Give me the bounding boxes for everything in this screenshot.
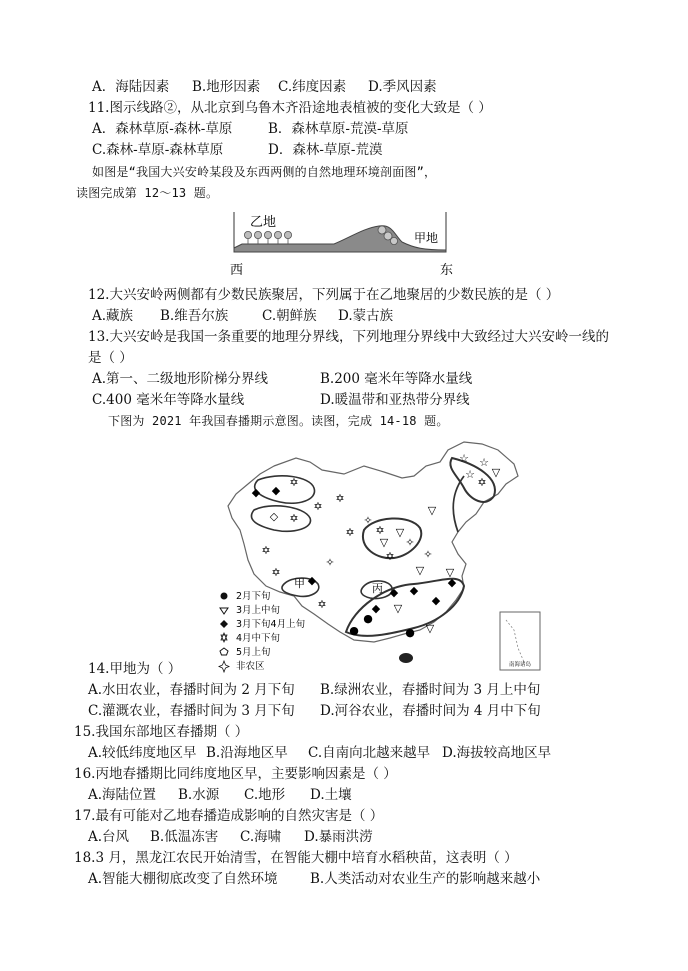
- svg-text:✧: ✧: [363, 514, 373, 527]
- svg-text:✡: ✡: [261, 544, 271, 557]
- svg-text:◆: ◆: [431, 594, 441, 607]
- q15-option-b: B.沿海地区早: [206, 745, 288, 761]
- q11-stem: 11.图示线路②，从北京到乌鲁木齐沿途地表植被的变化大致是（ ）: [88, 100, 492, 116]
- legend-item-3: 4月中下旬: [236, 633, 281, 644]
- profile-label-yi: 乙地: [250, 215, 277, 230]
- q17-option-b: B.低温冻害: [150, 829, 219, 845]
- svg-text:✧: ✧: [325, 556, 335, 569]
- svg-text:●: ●: [349, 624, 359, 637]
- q10-option-c: C.纬度因素: [278, 79, 347, 95]
- svg-text:▽: ▽: [393, 602, 403, 615]
- svg-text:▽: ▽: [491, 466, 501, 479]
- svg-text:✡: ✡: [385, 550, 395, 563]
- intro-14-18: 下图为 2021 年我国春播期示意图。读图，完成 14-18 题。: [108, 414, 449, 428]
- svg-text:▽: ▽: [427, 504, 437, 517]
- q15-option-c: C.自南向北越来越早: [308, 745, 431, 761]
- svg-text:◆: ◆: [447, 576, 457, 589]
- svg-text:▽: ▽: [425, 622, 435, 635]
- q11-option-b: B．森林草原-荒漠-草原: [268, 121, 409, 137]
- svg-text:▽: ▽: [395, 526, 405, 539]
- svg-text:◆: ◆: [389, 586, 399, 599]
- svg-text:☆: ☆: [479, 456, 489, 469]
- svg-text:✡: ✡: [477, 476, 487, 489]
- q17-option-d: D.暴雨洪涝: [304, 829, 373, 845]
- q16-option-d: D.土壤: [310, 787, 352, 803]
- profile-diagram: [224, 208, 454, 280]
- q13-option-a: A.第一、二级地形阶梯分界线: [92, 371, 269, 387]
- svg-text:✡: ✡: [345, 526, 355, 539]
- q12-option-b: B.维吾尔族: [160, 308, 229, 324]
- q13-option-b: B.200 毫米年等降水量线: [320, 371, 473, 387]
- svg-text:◇: ◇: [269, 510, 279, 523]
- q14-option-a: A.水田农业，春播时间为 2 月下旬: [88, 682, 295, 698]
- legend-item-1: 3月上中旬: [236, 605, 281, 616]
- zone-boundary-xinjiang-north: [255, 476, 315, 503]
- legend-item-5: 非农区: [236, 661, 265, 672]
- q16-stem: 16.丙地春播期比同纬度地区早，主要影响因素是（ ）: [74, 766, 397, 782]
- q16-option-a: A.海陆位置: [88, 787, 157, 803]
- hainan-island: [399, 653, 413, 663]
- svg-text:◆: ◆: [371, 602, 381, 615]
- q13-option-c: C.400 毫米年等降水量线: [92, 392, 245, 408]
- q17-option-c: C.海啸: [240, 829, 282, 845]
- map-label-jia: 甲: [294, 577, 305, 590]
- tree-icons-west: [244, 231, 291, 244]
- q11-option-d: D．森林-草原-荒漠: [268, 142, 383, 158]
- svg-text:▽: ▽: [415, 564, 425, 577]
- q12-option-a: A.藏族: [92, 308, 134, 324]
- svg-text:☆: ☆: [465, 468, 475, 481]
- svg-text:◆: ◆: [409, 584, 419, 597]
- svg-text:✡: ✡: [271, 566, 281, 579]
- q15-stem: 15.我国东部地区春播期（ ）: [74, 724, 249, 740]
- svg-text:✡: ✡: [289, 476, 299, 489]
- q10-option-b: B.地形因素: [192, 79, 261, 95]
- svg-text:✧: ✧: [405, 536, 415, 549]
- q18-option-a: A.智能大棚彻底改变了自然环境: [88, 871, 278, 887]
- zone-boundary-xinjiang-south: [251, 506, 310, 531]
- legend-item-4: 5月上旬: [236, 647, 271, 658]
- svg-text:✡: ✡: [313, 500, 323, 513]
- svg-text:◆: ◆: [271, 484, 281, 497]
- q10-option-a: A．海陆因素: [92, 79, 170, 95]
- svg-text:▽: ▽: [445, 566, 455, 579]
- q14-option-d: D.河谷农业，春播时间为 4 月中下旬: [320, 703, 541, 719]
- map-legend: [219, 590, 305, 672]
- q18-stem: 18.3 月，黑龙江农民开始清雪，在智能大棚中培育水稻秧苗，这表明（ ）: [74, 850, 518, 866]
- intro-12-13-line1: 如图是“我国大兴安岭某段及东西两侧的自然地理环境剖面图”，: [92, 165, 437, 179]
- legend-item-0: 2月下旬: [236, 591, 271, 602]
- inset-label: 南海诸岛: [508, 662, 532, 668]
- q10-option-d: D.季风因素: [368, 79, 437, 95]
- profile-label-east: 东: [440, 263, 454, 278]
- map-label-bing: 丙: [372, 582, 383, 595]
- svg-text:✧: ✧: [423, 548, 433, 561]
- svg-text:✡: ✡: [289, 512, 299, 525]
- intro-12-13-line2: 读图完成第 12～13 题。: [76, 186, 219, 200]
- q12-option-d: D.蒙古族: [338, 308, 394, 324]
- svg-text:◆: ◆: [307, 574, 317, 587]
- q15-option-a: A.较低纬度地区早: [88, 745, 197, 761]
- q14-stem: 14.甲地为（ ）: [88, 661, 182, 677]
- svg-text:◆: ◆: [251, 486, 261, 499]
- svg-text:●: ●: [363, 612, 373, 625]
- q14-option-c: C.灌溉农业，春播时间为 3 月下旬: [88, 703, 295, 719]
- q13-stem-line2: 是（ ）: [88, 350, 133, 366]
- q11-option-a: A．森林草原-森林-草原: [92, 121, 233, 137]
- q14-option-b: B.绿洲农业，春播时间为 3 月上中旬: [320, 682, 541, 698]
- profile-label-jia: 甲地: [414, 231, 439, 245]
- map-symbols: [252, 452, 501, 639]
- q13-stem-line1: 13.大兴安岭是我国一条重要的地理分界线，下列地理分界线中大致经过大兴安岭一线的: [88, 329, 609, 345]
- q15-option-d: D.海拔较高地区早: [442, 745, 552, 761]
- profile-label-west: 西: [230, 263, 244, 278]
- china-spring-sowing-map: [214, 436, 544, 676]
- q17-stem: 17.最有可能对乙地春播造成影响的自然灾害是（ ）: [74, 808, 384, 824]
- q16-option-b: B.水源: [178, 787, 220, 803]
- svg-text:●: ●: [405, 626, 415, 639]
- svg-text:▽: ▽: [379, 536, 389, 549]
- svg-text:✡: ✡: [335, 492, 345, 505]
- q11-option-c: C.森林-草原-森林草原: [92, 142, 224, 158]
- q12-stem: 12.大兴安岭两侧都有少数民族聚居，下列属于在乙地聚居的少数民族的是（ ）: [88, 287, 560, 303]
- legend-item-2: 3月下旬4月上旬: [236, 619, 306, 630]
- svg-text:✡: ✡: [375, 524, 385, 537]
- q17-option-a: A.台风: [88, 829, 130, 845]
- svg-text:☆: ☆: [459, 452, 469, 465]
- svg-text:✡: ✡: [317, 598, 327, 611]
- q18-option-b: B.人类活动对农业生产的影响越来越小: [310, 871, 541, 887]
- q16-option-c: C.地形: [244, 787, 286, 803]
- q12-option-c: C.朝鲜族: [262, 308, 317, 324]
- q13-option-d: D.暖温带和亚热带分界线: [320, 392, 470, 408]
